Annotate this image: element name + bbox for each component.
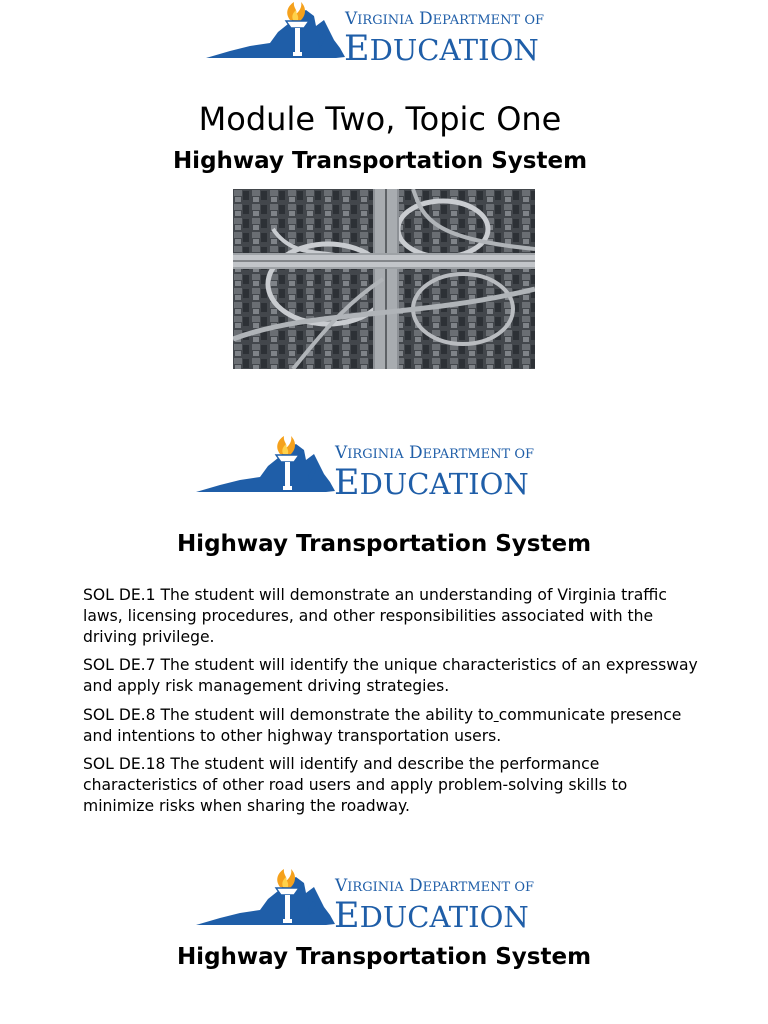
sol-text: SOL DE.18 The student will identify and describe the performance characteristics of other road users and apply problem-solving skills to minimize risks when sharing the roadway.	[83, 755, 628, 815]
sol-text: SOL DE.8 The student will demonstrate the ability to	[83, 706, 494, 724]
slide-heading: Highway Transportation System	[176, 944, 592, 970]
vdoe-logo	[196, 436, 546, 498]
sol-text-cont: communicate presence and intentions to other highway transportation users.	[83, 706, 682, 745]
vdoe-logo	[196, 869, 546, 931]
sol-item	[83, 705, 703, 747]
sol-item	[83, 585, 703, 648]
sol-item	[83, 655, 703, 697]
sol-text: SOL DE.7 The student will identify the unique characteristics of an expressway and apply risk management driving strategies.	[83, 656, 698, 695]
page-title: Module Two, Topic One	[198, 100, 562, 138]
sol-text: SOL DE.1 The student will demonstrate an understanding of Virginia traffic laws, licensing procedures, and other responsibilities associated with the driving privilege.	[83, 586, 667, 646]
slide-heading: Highway Transportation System	[176, 531, 592, 557]
sol-item	[83, 754, 703, 817]
highway-interchange-photo	[233, 189, 535, 369]
vdoe-logo	[206, 2, 556, 64]
page-subtitle: Highway Transportation System	[172, 148, 588, 174]
